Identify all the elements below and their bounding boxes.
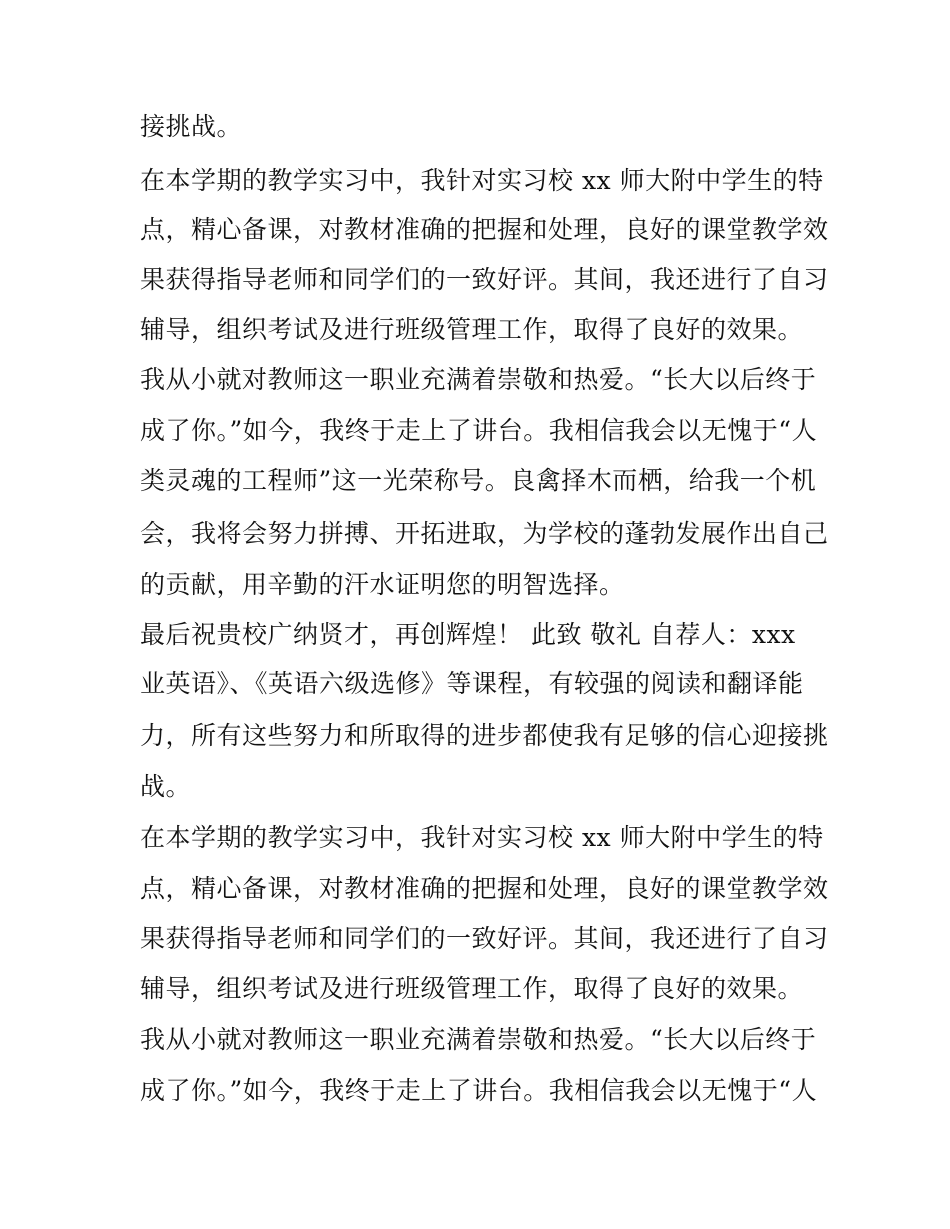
text-line: 的贡献，用辛勤的汗水证明您的明智选择。 (140, 570, 625, 599)
text-line: 战。 (140, 772, 192, 801)
text-line: 接挑战。 (140, 112, 243, 141)
text-line: 最后祝贵校广纳贤才，再创辉煌！ 此致 敬礼 自荐人：xxx (140, 620, 796, 649)
text-line: 力，所有这些努力和所取得的进步都使我有足够的信心迎接挑 (140, 721, 829, 750)
text-line: 在本学期的教学实习中，我针对实习校 xx 师大附中学生的特 (140, 166, 824, 195)
text-line: 辅导，组织考试及进行班级管理工作，取得了良好的效果。 (140, 974, 804, 1003)
text-line: 类灵魂的工程师”这一光荣称号。良禽择木而栖，给我一个机 (140, 466, 817, 495)
text-line: 点，精心备课，对教材准确的把握和处理，良好的课堂教学效 (140, 874, 829, 903)
text-line: 成了你。”如今，我终于走上了讲台。我相信我会以无愧于“人 (140, 416, 818, 445)
text-line: 我从小就对教师这一职业充满着崇敬和热爱。“长大以后终于 (140, 365, 817, 394)
text-line: 业英语》、《英语六级选修》等课程，有较强的阅读和翻译能 (140, 669, 804, 698)
text-line: 果获得指导老师和同学们的一致好评。其间，我还进行了自习 (140, 924, 829, 953)
text-line: 点，精心备课，对教材准确的把握和处理，良好的课堂教学效 (140, 215, 829, 244)
text-line: 我从小就对教师这一职业充满着崇敬和热爱。“长大以后终于 (140, 1025, 817, 1054)
text-line: 成了你。”如今，我终于走上了讲台。我相信我会以无愧于“人 (140, 1076, 818, 1105)
text-line: 果获得指导老师和同学们的一致好评。其间，我还进行了自习 (140, 265, 829, 294)
text-line: 会，我将会努力拼搏、开拓进取，为学校的蓬勃发展作出自己 (140, 519, 829, 548)
text-line: 在本学期的教学实习中，我针对实习校 xx 师大附中学生的特 (140, 823, 824, 852)
text-line: 辅导，组织考试及进行班级管理工作，取得了良好的效果。 (140, 315, 804, 344)
